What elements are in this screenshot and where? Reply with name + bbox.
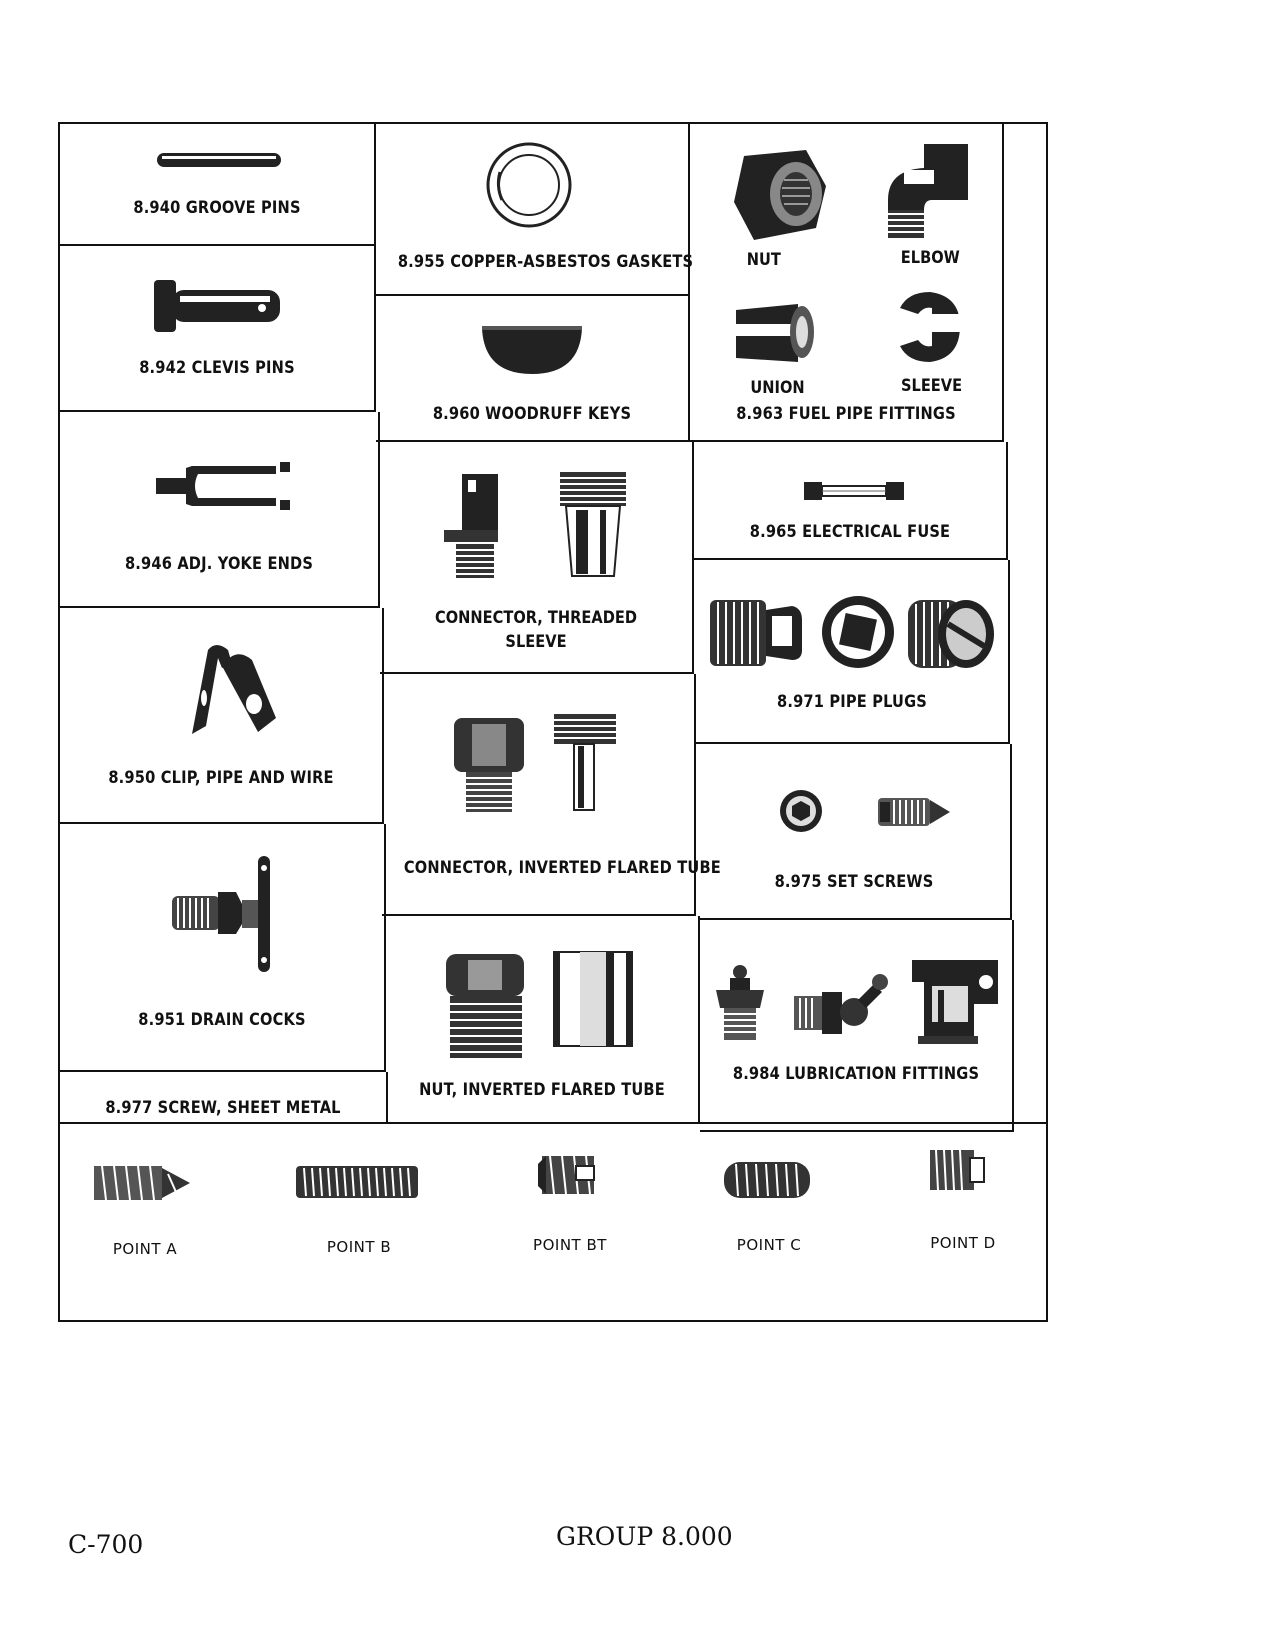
groove-pin-illustration xyxy=(156,150,282,172)
cell-pipe-plugs xyxy=(696,560,1010,744)
cell-connector-flared xyxy=(382,674,721,916)
set-screw-side-illustration xyxy=(876,794,952,830)
electrical-fuse-label: 8.965 ELECTRICAL FUSE xyxy=(749,522,951,542)
sleeve-label: SLEEVE xyxy=(900,376,963,396)
pipe-plug-slotted-illustration xyxy=(906,596,996,672)
electrical-fuse-illustration xyxy=(802,478,906,504)
nut-flared-label: NUT, INVERTED FLARED TUBE xyxy=(419,1080,665,1100)
nut-fitting-illustration xyxy=(730,146,830,246)
flared-tube-illustration xyxy=(552,712,622,812)
yoke-end-illustration xyxy=(156,462,296,512)
point-b-label: POINT B xyxy=(326,1238,392,1256)
point-d-label: POINT D xyxy=(930,1234,996,1252)
cell-yoke-ends xyxy=(60,412,380,608)
flared-nut-illustration xyxy=(444,952,528,1062)
point-a-screw-illustration xyxy=(90,1160,194,1206)
point-bt-label: POINT BT xyxy=(533,1236,607,1254)
gasket-illustration xyxy=(484,142,574,228)
union-fitting-illustration xyxy=(734,302,816,366)
cell-clevis-pins xyxy=(60,246,376,412)
cell-woodruff-keys xyxy=(376,296,690,442)
cell-set-screws xyxy=(698,744,1012,920)
pipe-plugs-label: 8.971 PIPE PLUGS xyxy=(777,692,927,712)
screw-sheet-metal-label: 8.977 SCREW, SHEET METAL xyxy=(105,1098,341,1118)
gaskets-label: 8.955 COPPER-ASBESTOS GASKETS xyxy=(397,252,694,272)
groove-pins-label: 8.940 GROOVE PINS xyxy=(133,198,301,218)
cell-drain-cocks xyxy=(60,824,386,1072)
yoke-ends-label: 8.946 ADJ. YOKE ENDS xyxy=(124,554,314,574)
pipe-plug-socket-illustration xyxy=(820,592,896,672)
union-label: UNION xyxy=(750,378,805,398)
threaded-connector-elbow-illustration xyxy=(440,470,520,580)
woodruff-keys-label: 8.960 WOODRUFF KEYS xyxy=(432,404,632,424)
cell-lubrication-fittings xyxy=(700,920,1014,1132)
flared-connector-illustration xyxy=(452,716,528,816)
point-bt-screw-illustration xyxy=(536,1152,600,1198)
nut-label: NUT xyxy=(746,250,781,270)
cell-nut-flared xyxy=(386,916,700,1124)
cell-electrical-fuse xyxy=(694,442,1008,560)
clip-illustration xyxy=(172,640,282,740)
woodruff-key-illustration xyxy=(480,324,584,376)
cell-clip xyxy=(60,608,384,824)
pipe-plug-square-head-illustration xyxy=(708,596,804,670)
point-d-screw-illustration xyxy=(926,1144,988,1194)
threaded-sleeve-illustration xyxy=(558,470,634,578)
point-c-screw-illustration xyxy=(722,1158,818,1202)
point-a-label: POINT A xyxy=(112,1240,178,1258)
clevis-pin-illustration xyxy=(154,280,284,336)
clip-label: 8.950 CLIP, PIPE AND WIRE xyxy=(108,768,334,788)
lubrication-fitting-angled-illustration xyxy=(792,972,892,1038)
point-c-label: POINT C xyxy=(736,1236,802,1254)
lubrication-fitting-straight-illustration xyxy=(712,964,772,1044)
connector-flared-label: CONNECTOR, INVERTED FLARED TUBE xyxy=(403,858,721,878)
drain-cock-illustration xyxy=(170,854,280,978)
screw-points-row xyxy=(60,1122,1046,1322)
lubrication-fittings-label: 8.984 LUBRICATION FITTINGS xyxy=(732,1064,980,1084)
fuel-pipe-fittings-label: 8.963 FUEL PIPE FITTINGS xyxy=(736,404,956,424)
sleeve-fitting-illustration xyxy=(894,290,964,364)
drain-cocks-label: 8.951 DRAIN COCKS xyxy=(138,1010,306,1030)
cell-gaskets xyxy=(376,124,694,296)
set-screw-socket-illustration xyxy=(778,788,824,834)
elbow-fitting-illustration xyxy=(884,140,974,240)
flared-sleeve-illustration xyxy=(552,950,636,1050)
lubrication-fitting-elbow-illustration xyxy=(908,956,1004,1048)
cell-fuel-pipe-fittings xyxy=(690,124,1004,442)
clevis-pins-label: 8.942 CLEVIS PINS xyxy=(139,358,295,378)
parts-catalog-grid xyxy=(58,122,1048,1322)
cell-screw-sheet-metal xyxy=(60,1072,388,1122)
page-number: C-700 xyxy=(68,1530,144,1559)
connector-threaded-label-line1: CONNECTOR, THREADED xyxy=(435,608,637,628)
set-screws-label: 8.975 SET SCREWS xyxy=(774,872,934,892)
elbow-label: ELBOW xyxy=(900,248,960,268)
cell-groove-pins xyxy=(60,124,376,246)
group-number: GROUP 8.000 xyxy=(556,1522,733,1551)
connector-threaded-label-line2: SLEEVE xyxy=(505,632,567,652)
point-b-screw-illustration xyxy=(294,1162,422,1202)
cell-connector-threaded xyxy=(380,442,694,674)
